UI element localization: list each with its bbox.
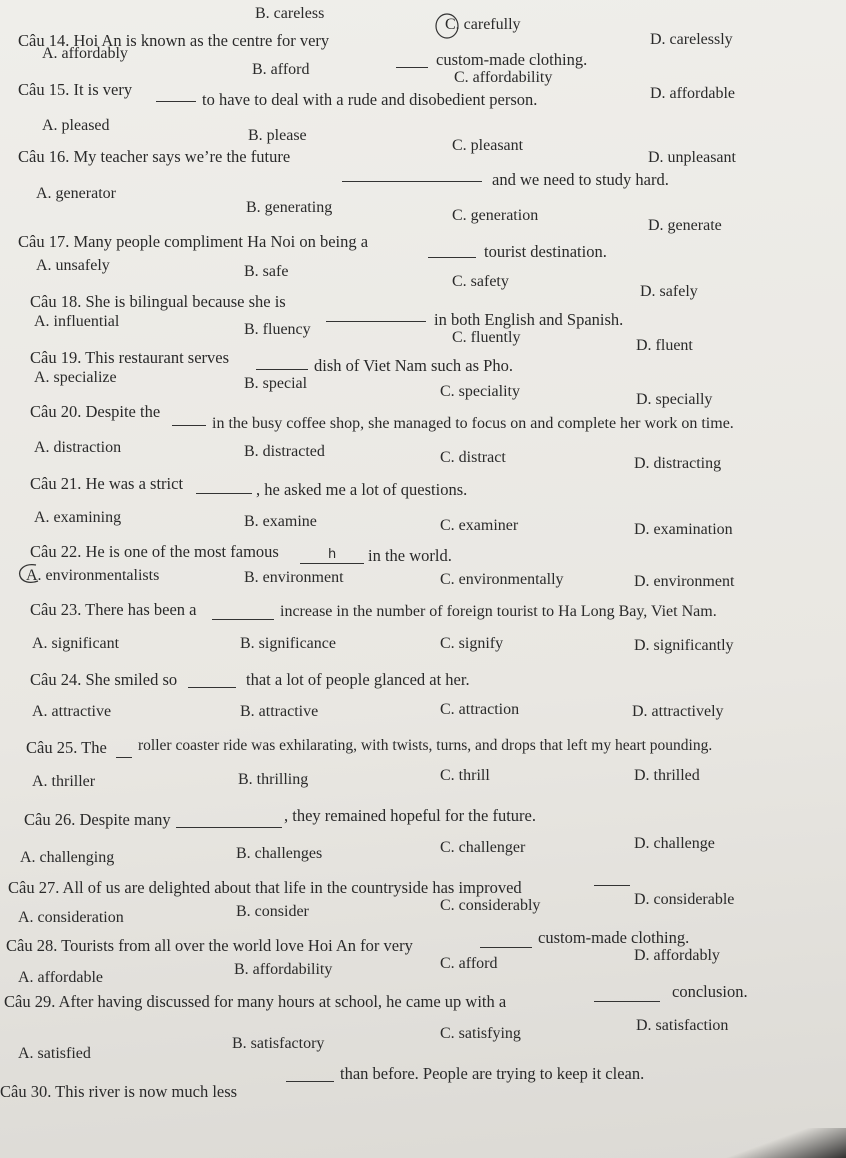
q28-option-b: B. affordability xyxy=(234,961,333,978)
q24-option-a: A. attractive xyxy=(32,703,112,720)
q29-option-c: C. satisfying xyxy=(440,1025,521,1042)
q17-option-c: C. safety xyxy=(452,273,509,290)
q19-blank xyxy=(256,368,308,370)
q23-option-b: B. significance xyxy=(240,635,336,652)
q18-stem-end: in both English and Spanish. xyxy=(434,310,624,329)
q20-option-d: D. distracting xyxy=(634,455,722,472)
q15-option-c: C. pleasant xyxy=(452,137,524,154)
q19-option-c: C. speciality xyxy=(440,383,520,400)
q26-blank xyxy=(176,826,282,828)
q19-option-b: B. special xyxy=(244,375,308,392)
q25-option-b: B. thrilling xyxy=(238,771,309,788)
q27-stem: Câu 27. All of us are delighted about that life in the countryside has improved xyxy=(8,878,522,897)
q18-stem: Câu 18. She is bilingual because she is xyxy=(30,292,286,311)
q29-option-b: B. satisfactory xyxy=(232,1035,325,1052)
q21-option-c: C. examiner xyxy=(440,517,519,534)
q28-option-c: C. afford xyxy=(440,955,498,972)
q15-option-d: D. unpleasant xyxy=(648,149,736,166)
q21-stem-end: , he asked me a lot of questions. xyxy=(256,480,468,499)
q30-stem-end: than before. People are trying to keep it clean. xyxy=(340,1064,645,1083)
q16-option-d: D. generate xyxy=(648,217,722,234)
q17-option-d: D. safely xyxy=(640,283,698,300)
q25-option-c: C. thrill xyxy=(440,767,490,784)
q19-stem-end: dish of Viet Nam such as Pho. xyxy=(314,356,513,375)
q14-option-b: B. afford xyxy=(252,61,310,78)
q17-stem: Câu 17. Many people compliment Ha Noi on being a xyxy=(18,232,369,251)
q13-option-b: B. careless xyxy=(255,5,325,22)
q28-stem: Câu 28. Tourists from all over the world love Hoi An for very xyxy=(6,936,413,955)
q28-stem-end: custom-made clothing. xyxy=(538,928,690,947)
q22-stem-end: in the world. xyxy=(368,546,452,565)
q15-option-a: A. pleased xyxy=(42,117,110,134)
q19-option-d: D. specially xyxy=(636,391,713,408)
q22-handwritten-mark: h xyxy=(328,547,337,562)
q14-option-d: D. affordable xyxy=(650,85,735,102)
q18-option-a: A. influential xyxy=(34,313,120,330)
q18-option-c: C. fluently xyxy=(452,329,521,346)
q16-option-b: B. generating xyxy=(246,199,333,216)
q15-blank xyxy=(156,100,196,102)
q24-stem: Câu 24. She smiled so xyxy=(30,670,178,689)
q25-stem: Câu 25. The xyxy=(26,738,107,757)
q20-option-a: A. distraction xyxy=(34,439,122,456)
q17-stem-end: tourist destination. xyxy=(484,242,607,261)
q29-blank xyxy=(594,1000,660,1002)
q23-option-a: A. significant xyxy=(32,635,120,652)
q16-option-c: C. generation xyxy=(452,207,539,224)
q15-option-b: B. please xyxy=(248,127,307,144)
q17-option-b: B. safe xyxy=(244,263,289,280)
q27-option-d: D. considerable xyxy=(634,891,735,908)
q22-option-a: A. environmentalists xyxy=(26,567,160,584)
q18-option-d: D. fluent xyxy=(636,337,693,354)
q18-option-b: B. fluency xyxy=(244,321,311,338)
q20-stem: Câu 20. Despite the xyxy=(30,402,161,421)
q25-option-a: A. thriller xyxy=(32,773,96,790)
q24-stem-end: that a lot of people glanced at her. xyxy=(246,670,470,689)
q23-option-c: C. signify xyxy=(440,635,504,652)
q28-blank xyxy=(480,946,532,948)
q26-stem-end: , they remained hopeful for the future. xyxy=(284,806,536,825)
q30-blank xyxy=(286,1080,334,1082)
q27-blank xyxy=(594,884,630,886)
q21-option-a: A. examining xyxy=(34,509,122,526)
q16-stem-end: and we need to study hard. xyxy=(492,170,669,189)
q21-option-d: D. examination xyxy=(634,521,733,538)
q20-stem-end: in the busy coffee shop, she managed to focus on and complete her work on time. xyxy=(212,415,734,432)
q14-option-c: C. affordability xyxy=(454,69,553,86)
circle-mark-icon xyxy=(16,562,44,586)
q15-stem-end: to have to deal with a rude and disobedient person. xyxy=(202,90,538,109)
q21-stem: Câu 21. He was a strict xyxy=(30,474,184,493)
q27-option-b: B. consider xyxy=(236,903,309,920)
q26-option-c: C. challenger xyxy=(440,839,526,856)
q24-option-c: C. attraction xyxy=(440,701,520,718)
page-shadow xyxy=(726,1128,846,1158)
q24-blank xyxy=(188,686,236,688)
q21-option-b: B. examine xyxy=(244,513,317,530)
q14-option-a: A. affordably xyxy=(42,45,128,62)
q18-blank xyxy=(326,320,426,322)
q28-option-d: D. affordably xyxy=(634,947,720,964)
q23-stem: Câu 23. There has been a xyxy=(30,600,197,619)
q26-stem: Câu 26. Despite many xyxy=(24,810,171,829)
q16-blank xyxy=(342,180,482,182)
q22-option-d: D. environment xyxy=(634,573,735,590)
q21-blank xyxy=(196,492,252,494)
q27-option-c: C. considerably xyxy=(440,897,541,914)
q13-option-c: C. carefully xyxy=(445,16,521,33)
q23-option-d: D. significantly xyxy=(634,637,734,654)
q17-blank xyxy=(428,256,476,258)
q26-option-a: A. challenging xyxy=(20,849,115,866)
q17-option-a: A. unsafely xyxy=(36,257,110,274)
q13-option-d: D. carelessly xyxy=(650,31,733,48)
q20-option-b: B. distracted xyxy=(244,443,325,460)
q22-blank xyxy=(300,562,364,564)
q20-blank xyxy=(172,424,206,426)
q23-stem-end: increase in the number of foreign tourist to Ha Long Bay, Viet Nam. xyxy=(280,603,717,620)
circle-mark-icon xyxy=(434,12,460,40)
q22-stem: Câu 22. He is one of the most famous xyxy=(30,542,279,561)
q15-stem: Câu 15. It is very xyxy=(18,80,133,99)
q22-option-b: B. environment xyxy=(244,569,344,586)
q14-stem: Câu 14. Hoi An is known as the centre for very xyxy=(18,31,330,50)
q19-stem: Câu 19. This restaurant serves xyxy=(30,348,230,367)
q26-option-b: B. challenges xyxy=(236,845,323,862)
q27-option-a: A. consideration xyxy=(18,909,124,926)
q24-option-b: B. attractive xyxy=(240,703,319,720)
q25-stem-end: roller coaster ride was exhilarating, with twists, turns, and drops that left my heart pounding. xyxy=(138,737,713,754)
q16-option-a: A. generator xyxy=(36,185,116,202)
q23-blank xyxy=(212,618,274,620)
q30-stem: Câu 30. This river is now much less xyxy=(0,1082,238,1101)
q28-option-a: A. affordable xyxy=(18,969,103,986)
q25-option-d: D. thrilled xyxy=(634,767,700,784)
q14-stem-end: custom-made clothing. xyxy=(436,50,588,69)
q26-option-d: D. challenge xyxy=(634,835,715,852)
q14-blank xyxy=(396,66,428,68)
q16-stem: Câu 16. My teacher says we’re the future xyxy=(18,147,291,166)
q22-option-c: C. environmentally xyxy=(440,571,564,588)
q29-option-d: D. satisfaction xyxy=(636,1017,729,1034)
q19-option-a: A. specialize xyxy=(34,369,117,386)
q24-option-d: D. attractively xyxy=(632,703,724,720)
q25-blank xyxy=(116,756,132,758)
q29-stem-end: conclusion. xyxy=(672,982,748,1001)
q29-option-a: A. satisfied xyxy=(18,1045,91,1062)
q20-option-c: C. distract xyxy=(440,449,506,466)
q29-stem: Câu 29. After having discussed for many hours at school, he came up with a xyxy=(4,992,507,1011)
